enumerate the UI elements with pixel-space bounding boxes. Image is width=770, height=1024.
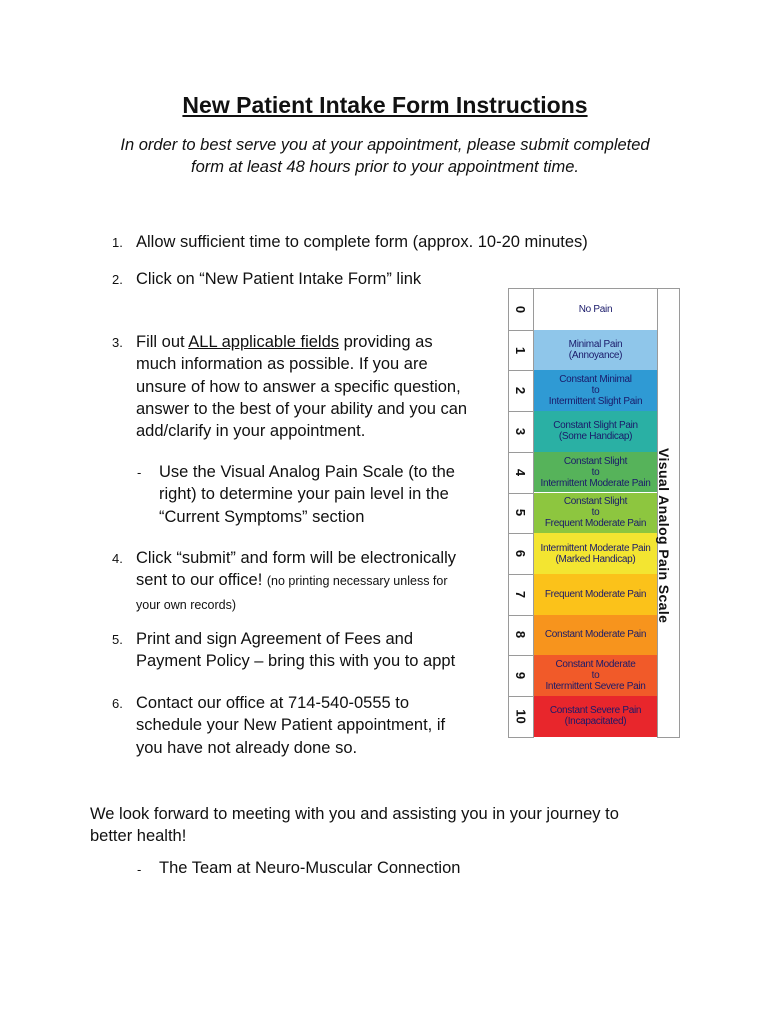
pain-level-number-text: 10: [513, 709, 529, 724]
signoff-dash: -: [137, 862, 142, 877]
pain-level-label: Constant Slight Pain (Some Handicap): [553, 420, 638, 443]
pain-level-number: [509, 289, 533, 330]
step-text: Allow sufficient time to complete form (approx. 10-20 minutes): [136, 233, 588, 251]
pain-level-number: [509, 452, 533, 493]
pain-level-9: [534, 655, 657, 697]
step-text: Contact our office at 714-540-0555 to schedule your New Patient appointment, if you have not already done so.: [136, 694, 446, 757]
pain-level-number: [509, 330, 533, 371]
pain-level-divider: [509, 452, 533, 453]
step-number: 5.: [112, 632, 123, 647]
step-number: 1.: [112, 235, 123, 250]
pain-level-number: [509, 696, 533, 737]
subtitle-line-2: form at least 48 hours prior to your appointment time.: [191, 158, 579, 176]
pain-level-label: Intermittent Moderate Pain (Marked Handicap): [540, 542, 651, 565]
pain-level-divider: [509, 655, 533, 656]
step-number: 3.: [112, 335, 123, 350]
pain-level-number-text: 2: [513, 387, 529, 395]
pain-level-6: [534, 533, 657, 575]
step-text: Fill out ALL applicable fields providing as much information as possible. If you are unsure of how to answer a specific question, answer to the best of your ability and you can add/clarify in your appointment.: [136, 333, 468, 441]
pain-level-3: [534, 411, 657, 453]
pain-level-number-text: 6: [513, 549, 529, 558]
pain-level-number-text: 4: [513, 468, 529, 476]
pain-level-number-text: 3: [513, 427, 529, 436]
step-text: Print and sign Agreement of Fees and Payment Policy – bring this with you to appt: [136, 630, 456, 671]
pain-level-10: [534, 696, 657, 738]
pain-level-1: [534, 330, 657, 372]
pain-level-label: Constant Severe Pain (Incapacitated): [549, 705, 642, 728]
pain-level-number: [509, 574, 533, 615]
pain-level-label: Frequent Moderate Pain: [544, 588, 647, 600]
pain-level-label: Minimal Pain (Annoyance): [568, 339, 623, 362]
pain-level-label: Constant Minimal to Intermittent Slight Pain: [548, 374, 643, 408]
page-title: New Patient Intake Form Instructions: [182, 92, 588, 118]
pain-level-5: [534, 493, 657, 535]
pain-level-number: [509, 493, 533, 534]
pain-level-number-text: 5: [513, 509, 529, 517]
step-text: Click “submit” and form will be electronically sent to our office! (no printing necessary unless for your own records): [136, 549, 457, 612]
pain-level-number-text: 7: [513, 590, 529, 598]
subtitle-line-1: In order to best serve you at your appointment, please submit completed: [120, 136, 650, 154]
pain-level-label: Constant Slight to Frequent Moderate Pain: [544, 496, 647, 530]
pain-level-label: Constant Moderate Pain: [544, 629, 647, 641]
all-applicable-fields-emphasis: ALL applicable fields: [188, 333, 340, 351]
pain-level-number-text: 1: [513, 346, 529, 354]
pain-level-label: Constant Moderate to Intermittent Severe Pain: [545, 659, 646, 693]
step-text: Click on “New Patient Intake Form” link: [136, 270, 422, 288]
pain-level-2: [534, 370, 657, 412]
pain-level-number-text: 0: [513, 305, 529, 313]
step-number: 6.: [112, 696, 123, 711]
pain-level-number: [509, 655, 533, 696]
pain-level-divider: [509, 330, 533, 331]
sub-bullet-text: Use the Visual Analog Pain Scale (to the right) to determine your pain level in the “Current Symptoms” section: [159, 463, 455, 526]
pain-level-divider: [509, 533, 533, 534]
pain-level-0: [534, 289, 657, 331]
pain-level-divider: [509, 696, 533, 697]
step-number: 2.: [112, 272, 123, 287]
pain-level-number: [509, 411, 533, 452]
pain-level-8: [534, 615, 657, 657]
signoff: The Team at Neuro-Muscular Connection: [159, 859, 461, 877]
pain-level-label: No Pain: [578, 303, 613, 315]
step-number: 4.: [112, 551, 123, 566]
bullet-dash: -: [137, 465, 142, 480]
pain-level-divider: [509, 615, 533, 616]
pain-level-number: [509, 615, 533, 656]
pain-level-7: [534, 574, 657, 616]
pain-level-divider: [509, 411, 533, 412]
pain-level-number: [509, 533, 533, 574]
pain-level-divider: [509, 574, 533, 575]
pain-level-number: [509, 370, 533, 411]
pain-level-divider: [509, 493, 533, 494]
pain-level-number-text: 8: [513, 631, 529, 639]
pain-level-number-text: 9: [513, 672, 529, 680]
pain-level-4: [534, 452, 657, 494]
closing-paragraph: We look forward to meeting with you and assisting you in your journey to better health!: [90, 805, 619, 846]
pain-level-divider: [509, 370, 533, 371]
subtitle: [90, 134, 680, 178]
pain-level-label: Constant Slight to Intermittent Moderate Pain: [540, 455, 651, 489]
pain-scale-title: Visual Analog Pain Scale: [656, 448, 672, 624]
